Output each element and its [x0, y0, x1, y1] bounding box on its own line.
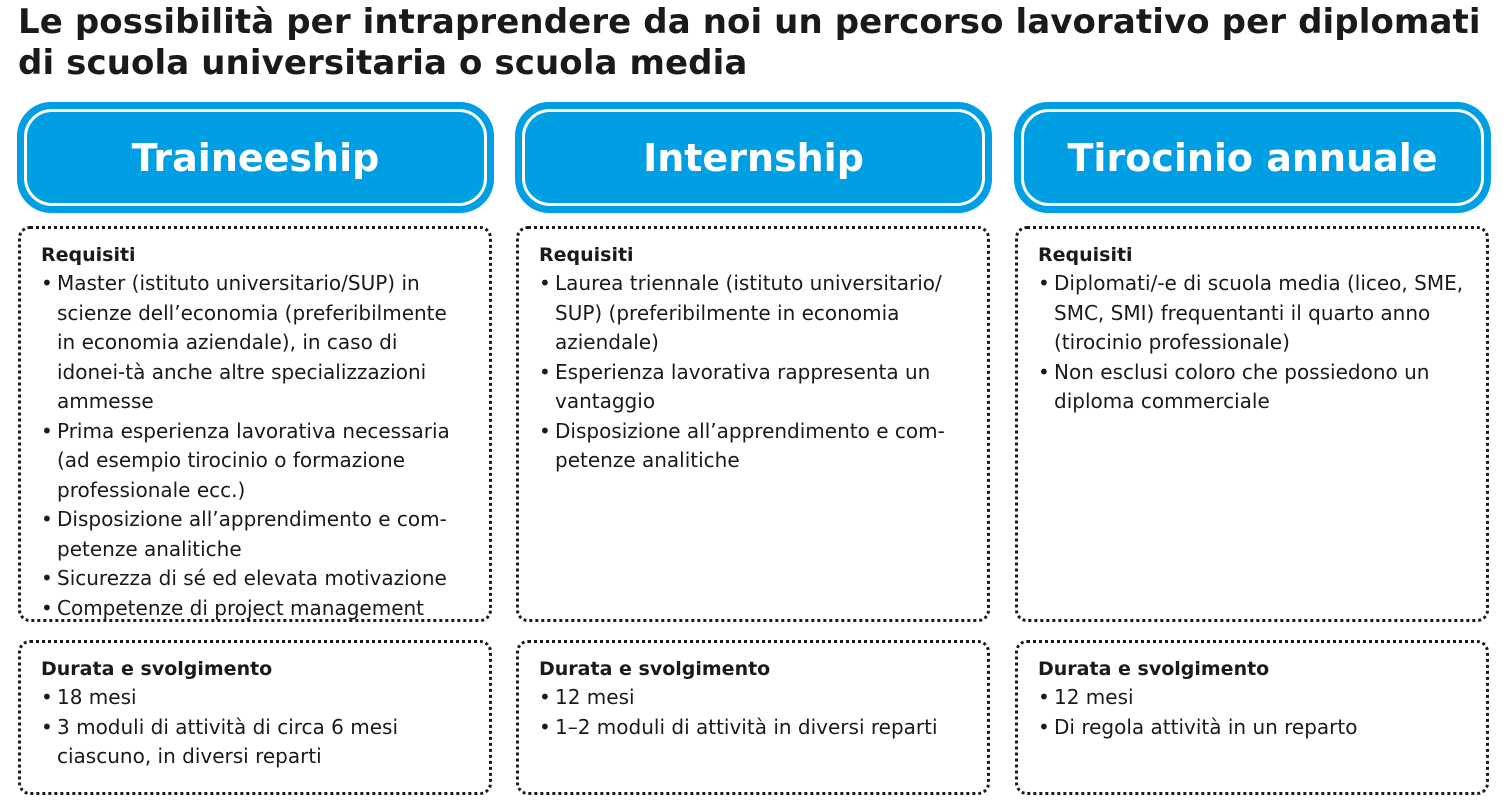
requirements-box [516, 226, 990, 622]
list-item: • Diplomati/-e di scuola media (liceo, SME, SMC, SMI) frequentanti il quarto anno (tirocinio professionale) [1038, 269, 1468, 358]
column-title: Internship [522, 109, 985, 206]
list-item: • Disposizione all’apprendimento e com-petenze analitiche [539, 417, 969, 476]
list-item: • Non esclusi coloro che possiedono un diploma commerciale [1038, 358, 1468, 417]
requirements-box [18, 226, 492, 622]
duration-box [1015, 640, 1489, 795]
list-item: • Master (istituto universitario/SUP) in scienze dell’economia (preferibilmente in economia aziendale), in caso di idonei-tà anche altre specializzazioni ammesse [41, 269, 471, 417]
duration-list [539, 683, 969, 742]
column-internship [515, 102, 992, 739]
list-item: • Laurea triennale (istituto universitario/ SUP) (preferibilmente in economia aziendale) [539, 269, 969, 358]
list-item: • 3 moduli di attività di circa 6 mesi ciascuno, in diversi reparti [41, 713, 471, 772]
requirements-list [539, 269, 969, 476]
requirements-heading: Requisiti [539, 244, 634, 266]
duration-heading: Durata e svolgimento [1038, 658, 1270, 680]
duration-heading: Durata e svolgimento [41, 658, 273, 680]
list-item: • Disposizione all’apprendimento e com-petenze analitiche [41, 505, 471, 564]
list-item: • Esperienza lavorativa rappresenta un vantaggio [539, 358, 969, 417]
list-item: • 18 mesi [41, 683, 471, 713]
column-title: Tirocinio annuale [1021, 109, 1484, 206]
list-item: • 12 mesi [1038, 683, 1468, 713]
list-item: • 1–2 moduli di attività in diversi reparti [539, 713, 969, 743]
duration-list [41, 683, 471, 772]
column-header [1014, 102, 1491, 213]
list-item: • Prima esperienza lavorativa necessaria (ad esempio tirocinio o formazione professionale ecc.) [41, 417, 471, 506]
list-item: • Di regola attività in un reparto [1038, 713, 1468, 743]
list-item: • 12 mesi [539, 683, 969, 713]
column-header [17, 102, 494, 213]
column-title: Traineeship [24, 109, 487, 206]
requirements-list [1038, 269, 1468, 417]
column-traineeship [17, 102, 494, 768]
duration-box [516, 640, 990, 795]
list-item: • Sicurezza di sé ed elevata motivazione [41, 564, 471, 594]
column-tirocinio-annuale [1014, 102, 1491, 739]
requirements-heading: Requisiti [1038, 244, 1133, 266]
column-header [515, 102, 992, 213]
requirements-heading: Requisiti [41, 244, 136, 266]
requirements-box [1015, 226, 1489, 622]
duration-list [1038, 683, 1468, 742]
duration-heading: Durata e svolgimento [539, 658, 771, 680]
requirements-list [41, 269, 471, 623]
page-title: Le possibilità per intraprendere da noi un percorso lavorativo per diplomati di scuola universitaria o scuola media [18, 2, 1481, 83]
list-item: • Competenze di project management [41, 594, 471, 624]
duration-box [18, 640, 492, 795]
